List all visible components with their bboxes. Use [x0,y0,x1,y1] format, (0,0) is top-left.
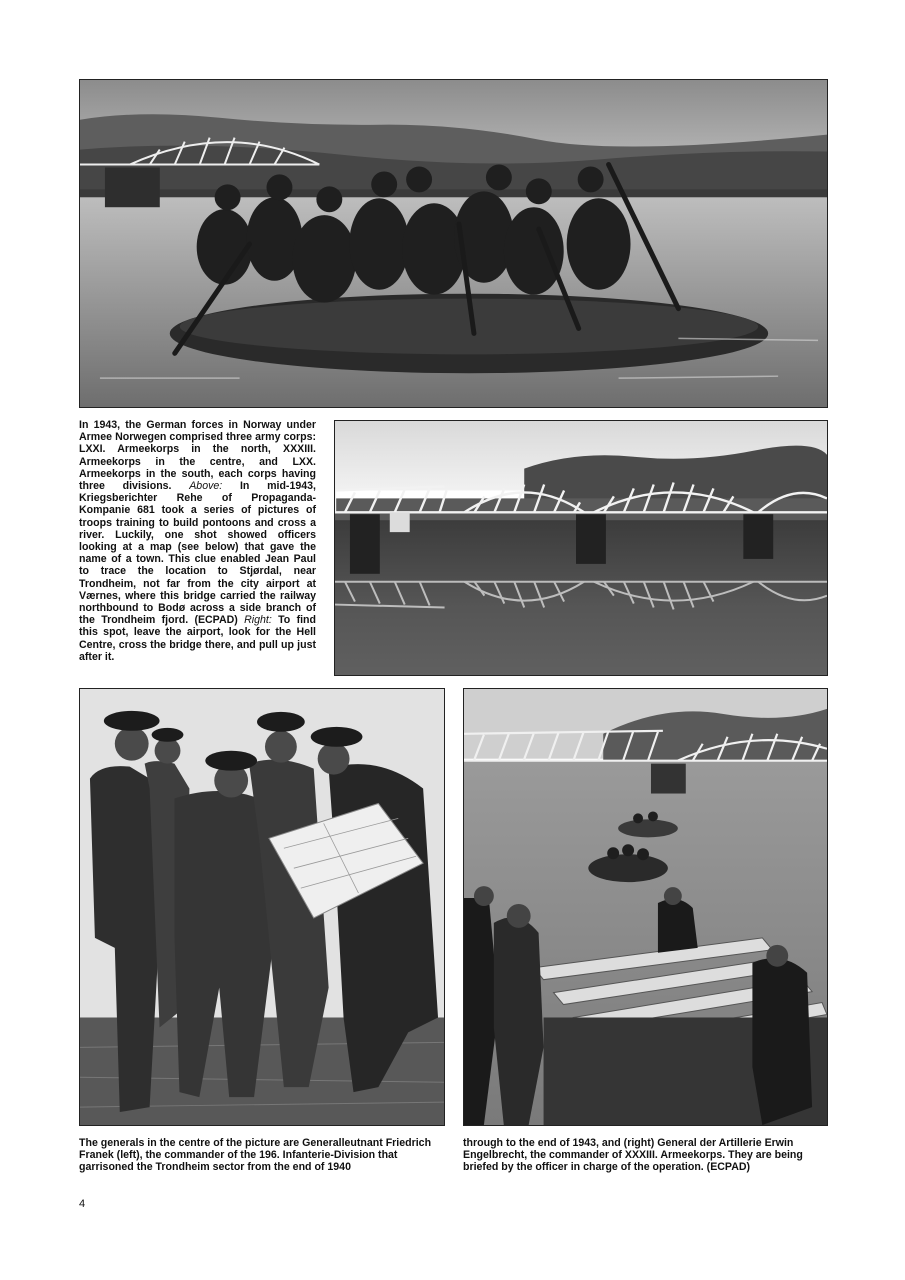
photo-pontoon-construction [463,688,828,1126]
caption-above-label: Above: [189,480,223,493]
page-number: 4 [79,1198,86,1210]
photo-officers-map [79,688,445,1126]
caption-right-label: Right: [244,614,272,627]
photo-bridge-reflection [334,420,828,676]
caption-top-part3: To find this spot, leave the airport, look for the Hell Centre, cross the bridge there, and pull up just after it. [79,614,316,663]
officers-map-image [80,689,444,1125]
caption-top-part1: In 1943, the German forces in Norway under Armee Norwegen comprised three army corps: LXXI. Armeekorps in the north, XXXIII. Armeekorps in the centre, and LXX. Armeekorps in the south, each corps having three divisions. [79,419,316,493]
photo-soldiers-boat [79,79,828,408]
caption-bottom-right: through to the end of 1943, and (right) General der Artillerie Erwin Engelbrecht, the commander of XXXIII. Armeekorps. They are being briefed by the officer in charge of the operation. (ECPAD) [463,1137,803,1174]
pontoon-construction-image [464,689,827,1125]
caption-top [79,419,316,663]
caption-bottom-left: The generals in the centre of the picture are Generalleutnant Friedrich Franek (left), the commander of the 196. Infanterie-Division that garrisoned the Trondheim sector from the end of 1940 [79,1137,432,1174]
caption-top-part2: In mid-1943, Kriegsberichter Rehe of Propaganda-Kompanie 681 took a series of pictures of troops training to build pontoons and cross a river. Luckily, one shot showed officers looking at a map (see below) that gave the name of a town. This clue enabled Jean Paul to trace the location to Stjørdal, near Trondheim, not far from the city airport at Værnes, where this bridge carried the railway northbound to Bodø across a side branch of the Trondheim fjord. (ECPAD) [79,480,316,627]
bridge-reflection-image [335,421,827,675]
soldiers-boat-image [80,80,827,407]
